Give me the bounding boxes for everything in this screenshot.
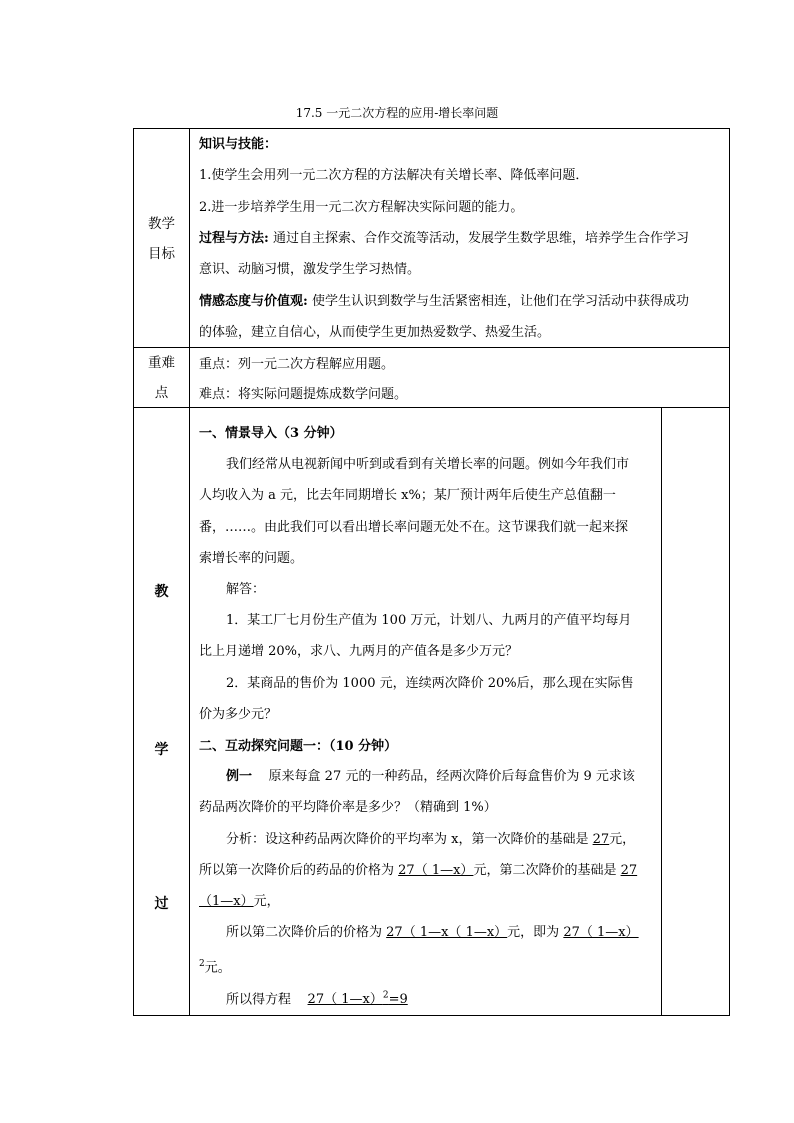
question1-line-1: 1．某工厂七月份生产值为 100 万元，计划八、九两月的产值平均每月 xyxy=(226,613,632,628)
goals-row-label: 教学 目标 xyxy=(148,216,175,262)
process-label-guo: 过 xyxy=(154,896,169,912)
example1-label: 例一 xyxy=(226,769,253,784)
analysis-line-2: 所以第一次降价后的药品的价格为 27（ 1—x）元，第二次降价的基础是 27 xyxy=(199,863,638,878)
analysis-line-5: $^2$元。 xyxy=(199,959,231,976)
analysis-blank-6: 27（ 1—x） xyxy=(563,925,639,940)
analysis-blank-1: 27 xyxy=(592,832,610,847)
knowledge-heading: 知识与技能： xyxy=(199,137,278,152)
question2-line-2: 价为多少元？ xyxy=(199,707,278,722)
section2-heading: 二、互动探究问题一：（10 分钟） xyxy=(199,739,398,754)
goal-line-1: 1.使学生会用列一元二次方程的方法解决有关增长率、降低率问题． xyxy=(199,168,589,183)
intro-para-line-4: 索增长率的问题。 xyxy=(199,551,304,566)
intro-para-line-1: 我们经常从电视新闻中听到或看到有关增长率的问题。例如今年我们市 xyxy=(226,457,630,472)
example1-text: 原来每盒 27 元的一种药品，经两次降价后每盒售价为 9 元求该 xyxy=(268,769,635,784)
analysis-line-1: 分析：设这种药品两次降价的平均率为 x，第一次降价的基础是 27元， xyxy=(226,832,636,847)
emotion-line-2: 的体验，建立自信心，从而使学生更加热爱数学、热爱生活。 xyxy=(199,325,551,340)
label-column-divider xyxy=(189,129,190,1015)
intro-para-line-2: 人均收入为 a 元，比去年同期增长 x%；某厂预计两年后使生产总值翻一 xyxy=(199,488,616,503)
analysis-blank-3: 27 xyxy=(620,863,638,878)
example1-line-1 xyxy=(226,768,635,786)
section1-heading: 一、情景导入（3 分钟） xyxy=(199,426,343,441)
goal-line-2: 2.进一步培养学生用一元二次方程解决实际问题的能力。 xyxy=(199,200,524,215)
example1-line-2: 药品两次降价的平均降价率是多少？（精确到 1%） xyxy=(199,800,497,815)
process-method-line xyxy=(199,230,689,248)
analysis-line-4: 所以第二次降价后的价格为 27（ 1—x（ 1—x）元，即为 27（ 1—x） xyxy=(226,925,639,940)
analysis-line-3: （1—x）元， xyxy=(199,894,280,909)
keypoints-row-label: 重难 点 xyxy=(148,355,175,401)
process-method-line-2: 意识、动脑习惯，激发学生学习热情。 xyxy=(199,262,421,277)
emotion-label: 情感态度与价值观: xyxy=(199,294,308,309)
process-label-jiao: 教 xyxy=(154,584,169,600)
lesson-plan-table xyxy=(133,128,730,1016)
answer-label: 解答： xyxy=(226,582,266,597)
equation-line: 所以得方程 27（ 1—x）$^2$=9 xyxy=(226,991,408,1008)
process-label-xue: 学 xyxy=(154,742,169,758)
question1-line-2: 比上月递增 20%，求八、九两月的产值各是多少万元？ xyxy=(199,644,519,659)
question2-line-1: 2．某商品的售价为 1000 元，连续两次降价 20%后，那么现在实际售 xyxy=(226,676,634,691)
process-method-text: 通过自主探索、合作交流等活动，发展学生数学思维，培养学生合作学习 xyxy=(272,231,689,246)
row-divider-keypoints xyxy=(134,407,729,408)
page-title: 17.5 一元二次方程的应用-增长率问题 xyxy=(295,106,499,120)
row-divider-goals xyxy=(134,347,729,348)
analysis-blank-5: 27（ 1—x（ 1—x） xyxy=(386,925,508,940)
analysis-blank-2: 27（ 1—x） xyxy=(398,863,474,878)
focus-point: 重点：列一元二次方程解应用题。 xyxy=(199,357,395,372)
emotion-text: 使学生认识到数学与生活紧密相连，让他们在学习活动中获得成功 xyxy=(311,294,689,309)
difficulty-point: 难点：将实际问题提炼成数学问题。 xyxy=(199,387,408,402)
notes-column-divider xyxy=(661,407,662,1015)
process-method-label: 过程与方法: xyxy=(199,231,269,246)
emotion-line xyxy=(199,293,689,311)
intro-para-line-3: 番，……。由此我们可以看出增长率问题无处不在。这节课我们就一起来探 xyxy=(199,520,629,535)
equation-text: 27（ 1—x）$^2$=9 xyxy=(307,991,408,1008)
analysis-blank-4: （1—x） xyxy=(199,894,254,909)
